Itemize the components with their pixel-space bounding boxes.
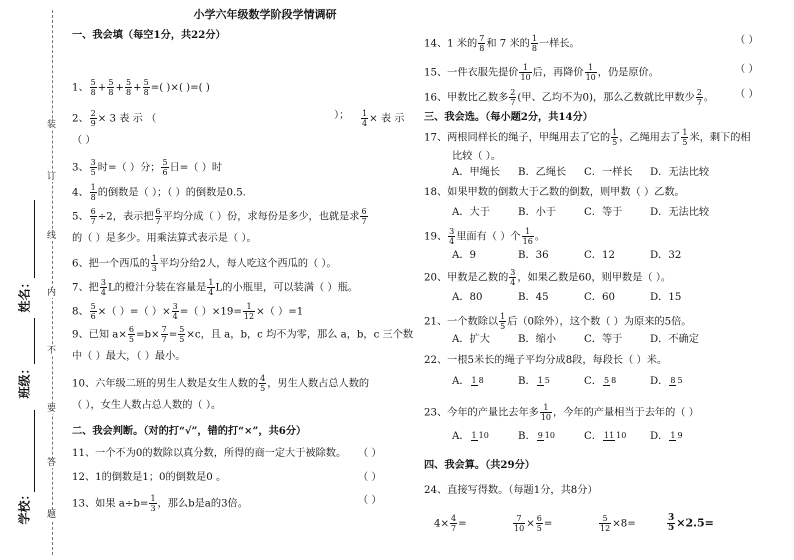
question-13: 13、如果 a÷b= $\frac{1}{3}$ ，那么b是a的3倍。 [72, 494, 248, 513]
question-21-options [452, 333, 699, 347]
option-d[interactable]: D． 8 5 [650, 376, 683, 387]
option-c[interactable]: C．等于 [584, 207, 623, 218]
question-20-options [452, 291, 681, 305]
calc-item: $\frac{3}{5}$ ×2.5= [668, 513, 714, 533]
option-c[interactable]: C．60 [584, 292, 615, 303]
question-17-options [452, 166, 709, 180]
binding-mark: 线 [47, 231, 57, 241]
question-23: 23、今年的产量比去年多 $\frac{1}{10}$ ，今年的产量相当于去年的（ ） [424, 403, 699, 422]
option-b[interactable]: B． 9 10 [518, 431, 555, 442]
option-d[interactable]: D．32 [650, 250, 682, 261]
binding-mark: 装 [47, 120, 57, 130]
binding-mark: 题 [47, 510, 57, 520]
question-16: 16、甲数比乙数多 $\frac{2}{7}$ (甲、乙均不为0)，那么乙数就比甲数少 $\frac{2}{7}$ 。 [424, 88, 715, 107]
section-1-heading: 一、我会填（每空1分，共22分） [72, 29, 226, 41]
question-16-answer[interactable]: （ ） [735, 89, 759, 100]
question-9: 9、已知 a× $\frac{6}{5}$ =b× $\frac{7}{7}$ = $\frac{5}{5}$ ×c，且 a，b，c 均不为零，那么 a，b，c 三个数 [72, 325, 414, 344]
question-2: 2、 $\frac{2}{9}$ × 3 表 示 （ ）； $\frac{1}{4}$ × 表 示 [72, 109, 405, 128]
school-blank[interactable] [34, 410, 35, 492]
calc-item: 4× $\frac{4}{7}$ = [434, 514, 467, 533]
option-c[interactable]: C． 11 10 [584, 431, 627, 442]
question-5: 5、 $\frac{6}{7}$ ÷2，表示把 $\frac{6}{7}$ 平均分成（ ）份，求每份是多少，也就是求 $\frac{6}{7}$ [72, 207, 367, 226]
option-a[interactable]: A． 1 8 [452, 376, 484, 387]
option-b[interactable]: B．缩小 [518, 334, 557, 345]
question-11: 11、一个不为0的数除以真分数，所得的商一定大于被除数。 [72, 448, 347, 459]
question-12: 12、1的倒数是1；0的倒数是0 。 [72, 472, 227, 483]
question-18-options [452, 206, 709, 220]
question-17: 17、两根同样长的绳子，甲绳用去了它的 $\frac{1}{5}$ ，乙绳用去了 $\frac{1}{5}$ 米，剩下的相 [424, 128, 751, 147]
left-column [68, 0, 413, 560]
question-15-answer[interactable]: （ ） [735, 64, 759, 75]
question-11-answer[interactable]: （ ） [358, 448, 382, 459]
section-2-heading: 二、我会判断。（对的打“√”，错的打“×”，共6分） [72, 425, 307, 437]
binding-strip [0, 0, 58, 560]
binding-mark: 答 [47, 458, 57, 468]
right-column [420, 0, 790, 560]
question-7: 7、把 $\frac{3}{4}$ L的橙汁分装在容量是 $\frac{1}{4}$ L的小瓶里，可以装满（ ）瓶。 [72, 278, 358, 297]
option-c[interactable]: C．12 [584, 250, 615, 261]
option-b[interactable]: B．36 [518, 250, 549, 261]
name-blank[interactable] [34, 200, 35, 278]
option-b[interactable]: B． 1 5 [518, 376, 550, 387]
question-8: 8、 $\frac{5}{6}$ ×（ ）=（ ）× $\frac{3}{4}$ =（ ）×19= $\frac{1}{12}$ ×（ ）=1 [72, 302, 304, 321]
calc-item: $\frac{7}{10}$ × $\frac{6}{5}$ = [514, 514, 553, 533]
question-22-options [452, 375, 685, 389]
question-17-line-2: 比较（ ）。 [452, 151, 502, 162]
binding-mark: 不 [47, 346, 57, 356]
option-c[interactable]: C．一样长 [584, 167, 633, 178]
option-d[interactable]: D．15 [650, 292, 682, 303]
calc-item: $\frac{5}{12}$ ×8= [600, 514, 636, 533]
question-22: 22、一根5米长的绳子平均分成8段，每段长（ ）米。 [424, 355, 668, 366]
section-3-heading: 三、我会选。（每小题2分，共14分） [424, 111, 593, 123]
binding-mark: 要 [47, 404, 57, 414]
binding-dashed-line [52, 10, 53, 555]
question-24: 24、直接写得数。（每题1分，共8分） [424, 485, 598, 496]
question-2-blank[interactable]: （ ） [72, 135, 96, 146]
option-b[interactable]: B．45 [518, 292, 549, 303]
question-18: 18、如果甲数的倒数大于乙数的倒数，则甲数（ ）乙数。 [424, 187, 685, 198]
binding-mark: 内 [47, 288, 57, 298]
question-1: 1、 $\frac{5}{8}$ + $\frac{5}{8}$ + $\frac{5}{8}$ + $\frac{5}{8}$ =( )×( )=( ) [72, 78, 210, 97]
school-label: 学校： [17, 488, 32, 525]
question-14-answer[interactable]: （ ） [735, 35, 759, 46]
name-label: 姓名： [17, 276, 32, 313]
option-d[interactable]: D．无法比较 [650, 207, 710, 218]
section-4-heading: 四、我会算。（共29分） [424, 459, 535, 471]
question-4: 4、 $\frac{1}{8}$ 的倒数是（ ）；（ ）的倒数是0.5. [72, 183, 246, 202]
option-c[interactable]: C． 5 8 [584, 376, 617, 387]
option-b[interactable]: B．乙绳长 [518, 167, 567, 178]
question-3: 3、 $\frac{3}{5}$ 时=（ ）分； $\frac{5}{6}$ 日=（ ）时 [72, 158, 223, 177]
question-19: 19、 $\frac{3}{4}$ 里面有（ ）个 $\frac{1}{16}$ 。 [424, 227, 545, 246]
question-14: 14、1 米的 $\frac{7}{8}$ 和 7 米的 $\frac{1}{8}$ 一样长。 [424, 34, 580, 53]
option-a[interactable]: A． 1 10 [452, 431, 489, 442]
question-15: 15、一件衣服先提价 $\frac{1}{10}$ 后，再降价 $\frac{1}{10}$ ，仍是原价。 [424, 63, 659, 82]
option-c[interactable]: C．等于 [584, 334, 623, 345]
option-d[interactable]: D．不确定 [650, 334, 699, 345]
question-21: 21、一个数除以 $\frac{1}{5}$ 后（0除外），这个数（ ）为原来的5倍。 [424, 312, 692, 331]
question-9-line-2: 中（ ）最大，（ ）最小。 [72, 351, 186, 362]
option-b[interactable]: B．小于 [518, 207, 557, 218]
option-a[interactable]: A．大于 [452, 207, 490, 218]
class-blank[interactable] [34, 318, 35, 364]
binding-mark: 订 [47, 172, 57, 182]
page-title: 小学六年级数学阶段学情调研 [193, 8, 337, 21]
question-12-answer[interactable]: （ ） [358, 472, 382, 483]
option-a[interactable]: A．甲绳长 [452, 167, 501, 178]
option-a[interactable]: A．80 [452, 292, 483, 303]
question-19-options [452, 249, 681, 263]
question-6: 6、把一个西瓜的 $\frac{1}{3}$ 平均分给2人，每人吃这个西瓜的（ ）。 [72, 254, 337, 273]
question-23-options [452, 430, 685, 444]
question-10-line-2: （ ），女生人数占总人数的（ ）。 [72, 400, 222, 411]
class-label: 班级： [17, 362, 32, 399]
question-20: 20、甲数是乙数的 $\frac{3}{4}$ ，如果乙数是60，则甲数是（ ）。 [424, 268, 672, 287]
question-10: 10、六年级二班的男生人数是女生人数的 $\frac{4}{5}$ ，男生人数占总人数的 [72, 374, 370, 393]
option-d[interactable]: D． 1 9 [650, 431, 683, 442]
question-13-answer[interactable]: （ ） [358, 495, 382, 506]
option-a[interactable]: A．扩大 [452, 334, 490, 345]
option-d[interactable]: D．无法比较 [650, 167, 710, 178]
option-a[interactable]: A．9 [452, 250, 477, 261]
question-5-line-2: 的（ ）是多少。用乘法算式表示是（ ）。 [72, 233, 257, 244]
